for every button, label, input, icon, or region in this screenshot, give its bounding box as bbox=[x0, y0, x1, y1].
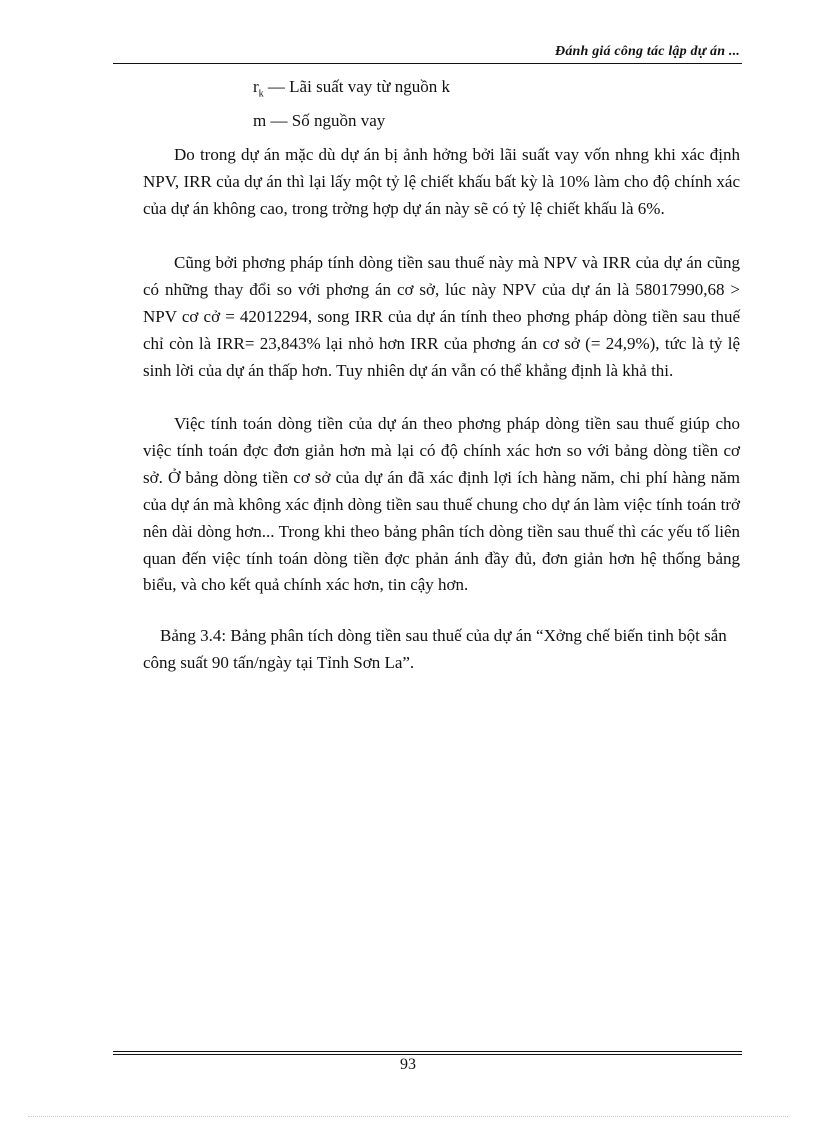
definition-text: — Lãi suất vay từ nguồn k bbox=[263, 77, 450, 96]
footer-rule bbox=[113, 1051, 742, 1052]
body-paragraph: Do trong dự án mặc dù dự án bị ảnh hởng bởi lãi suất vay vốn nhng khi xác định NPV, IRR của dự án thì lại lấy một tỷ lệ chiết khấu bất kỳ là 10% làm cho độ chính xác của dự án không cao, trong trờng hợp dự án này sẽ có tỷ lệ chiết khấu là 6%. bbox=[143, 145, 740, 218]
definition-line bbox=[253, 76, 450, 105]
footer-rule bbox=[113, 1054, 742, 1055]
page-edge-dots bbox=[28, 1116, 788, 1117]
definition-line bbox=[253, 110, 385, 132]
definition-text: — Số nguồn vay bbox=[266, 111, 386, 130]
page-number: 93 bbox=[400, 1056, 416, 1073]
table-caption: Bảng 3.4: Bảng phân tích dòng tiền sau thuế của dự án “Xởng chế biến tinh bột sắn công suất 90 tấn/ngày tại Tỉnh Sơn La”. bbox=[143, 626, 727, 672]
header-rule bbox=[113, 63, 742, 64]
definition-symbol: $r_k$ bbox=[253, 77, 264, 100]
body-paragraph: Việc tính toán dòng tiền của dự án theo phơng pháp dòng tiền sau thuế giúp cho việc tính toán đợc đơn giản hơn mà lại có độ chính xác hơn so với bảng dòng tiền cơ sở. Ở bảng dòng tiền cơ sở của dự án đã xác định lợi ích hàng năm, chi phí hàng năm của dự án mà không xác định dòng tiền sau thuế chung cho dự án làm việc tính toán trở nên dài dòng hơn... Trong khi theo bảng phân tích dòng tiền sau thuế thì các yếu tố liên quan đến việc tính toán dòng tiền đợc phản ánh đầy đủ, đơn giản hơn hệ thống bảng biểu, và cho kết quả chính xác hơn, tin cậy hơn. bbox=[143, 414, 740, 595]
running-header: Đánh giá công tác lập dự án ... bbox=[555, 44, 740, 59]
body-paragraph: Cũng bởi phơng pháp tính dòng tiền sau thuế này mà NPV và IRR của dự án cũng có những thay đổi so với phơng án cơ sở, lúc này NPV của dự án là 58017990,68 > NPV cơ cở = 42012294, song IRR của dự án tính theo phơng pháp dòng tiền sau thuế chỉ còn là IRR= 23,843% lại nhỏ hơn IRR của phơng án cơ sở (= 24,9%), tức là tỷ lệ sinh lời của dự án thấp hơn. Tuy nhiên dự án vẫn có thể khẳng định là khả thi. bbox=[143, 253, 740, 380]
definition-symbol: m bbox=[253, 111, 267, 130]
